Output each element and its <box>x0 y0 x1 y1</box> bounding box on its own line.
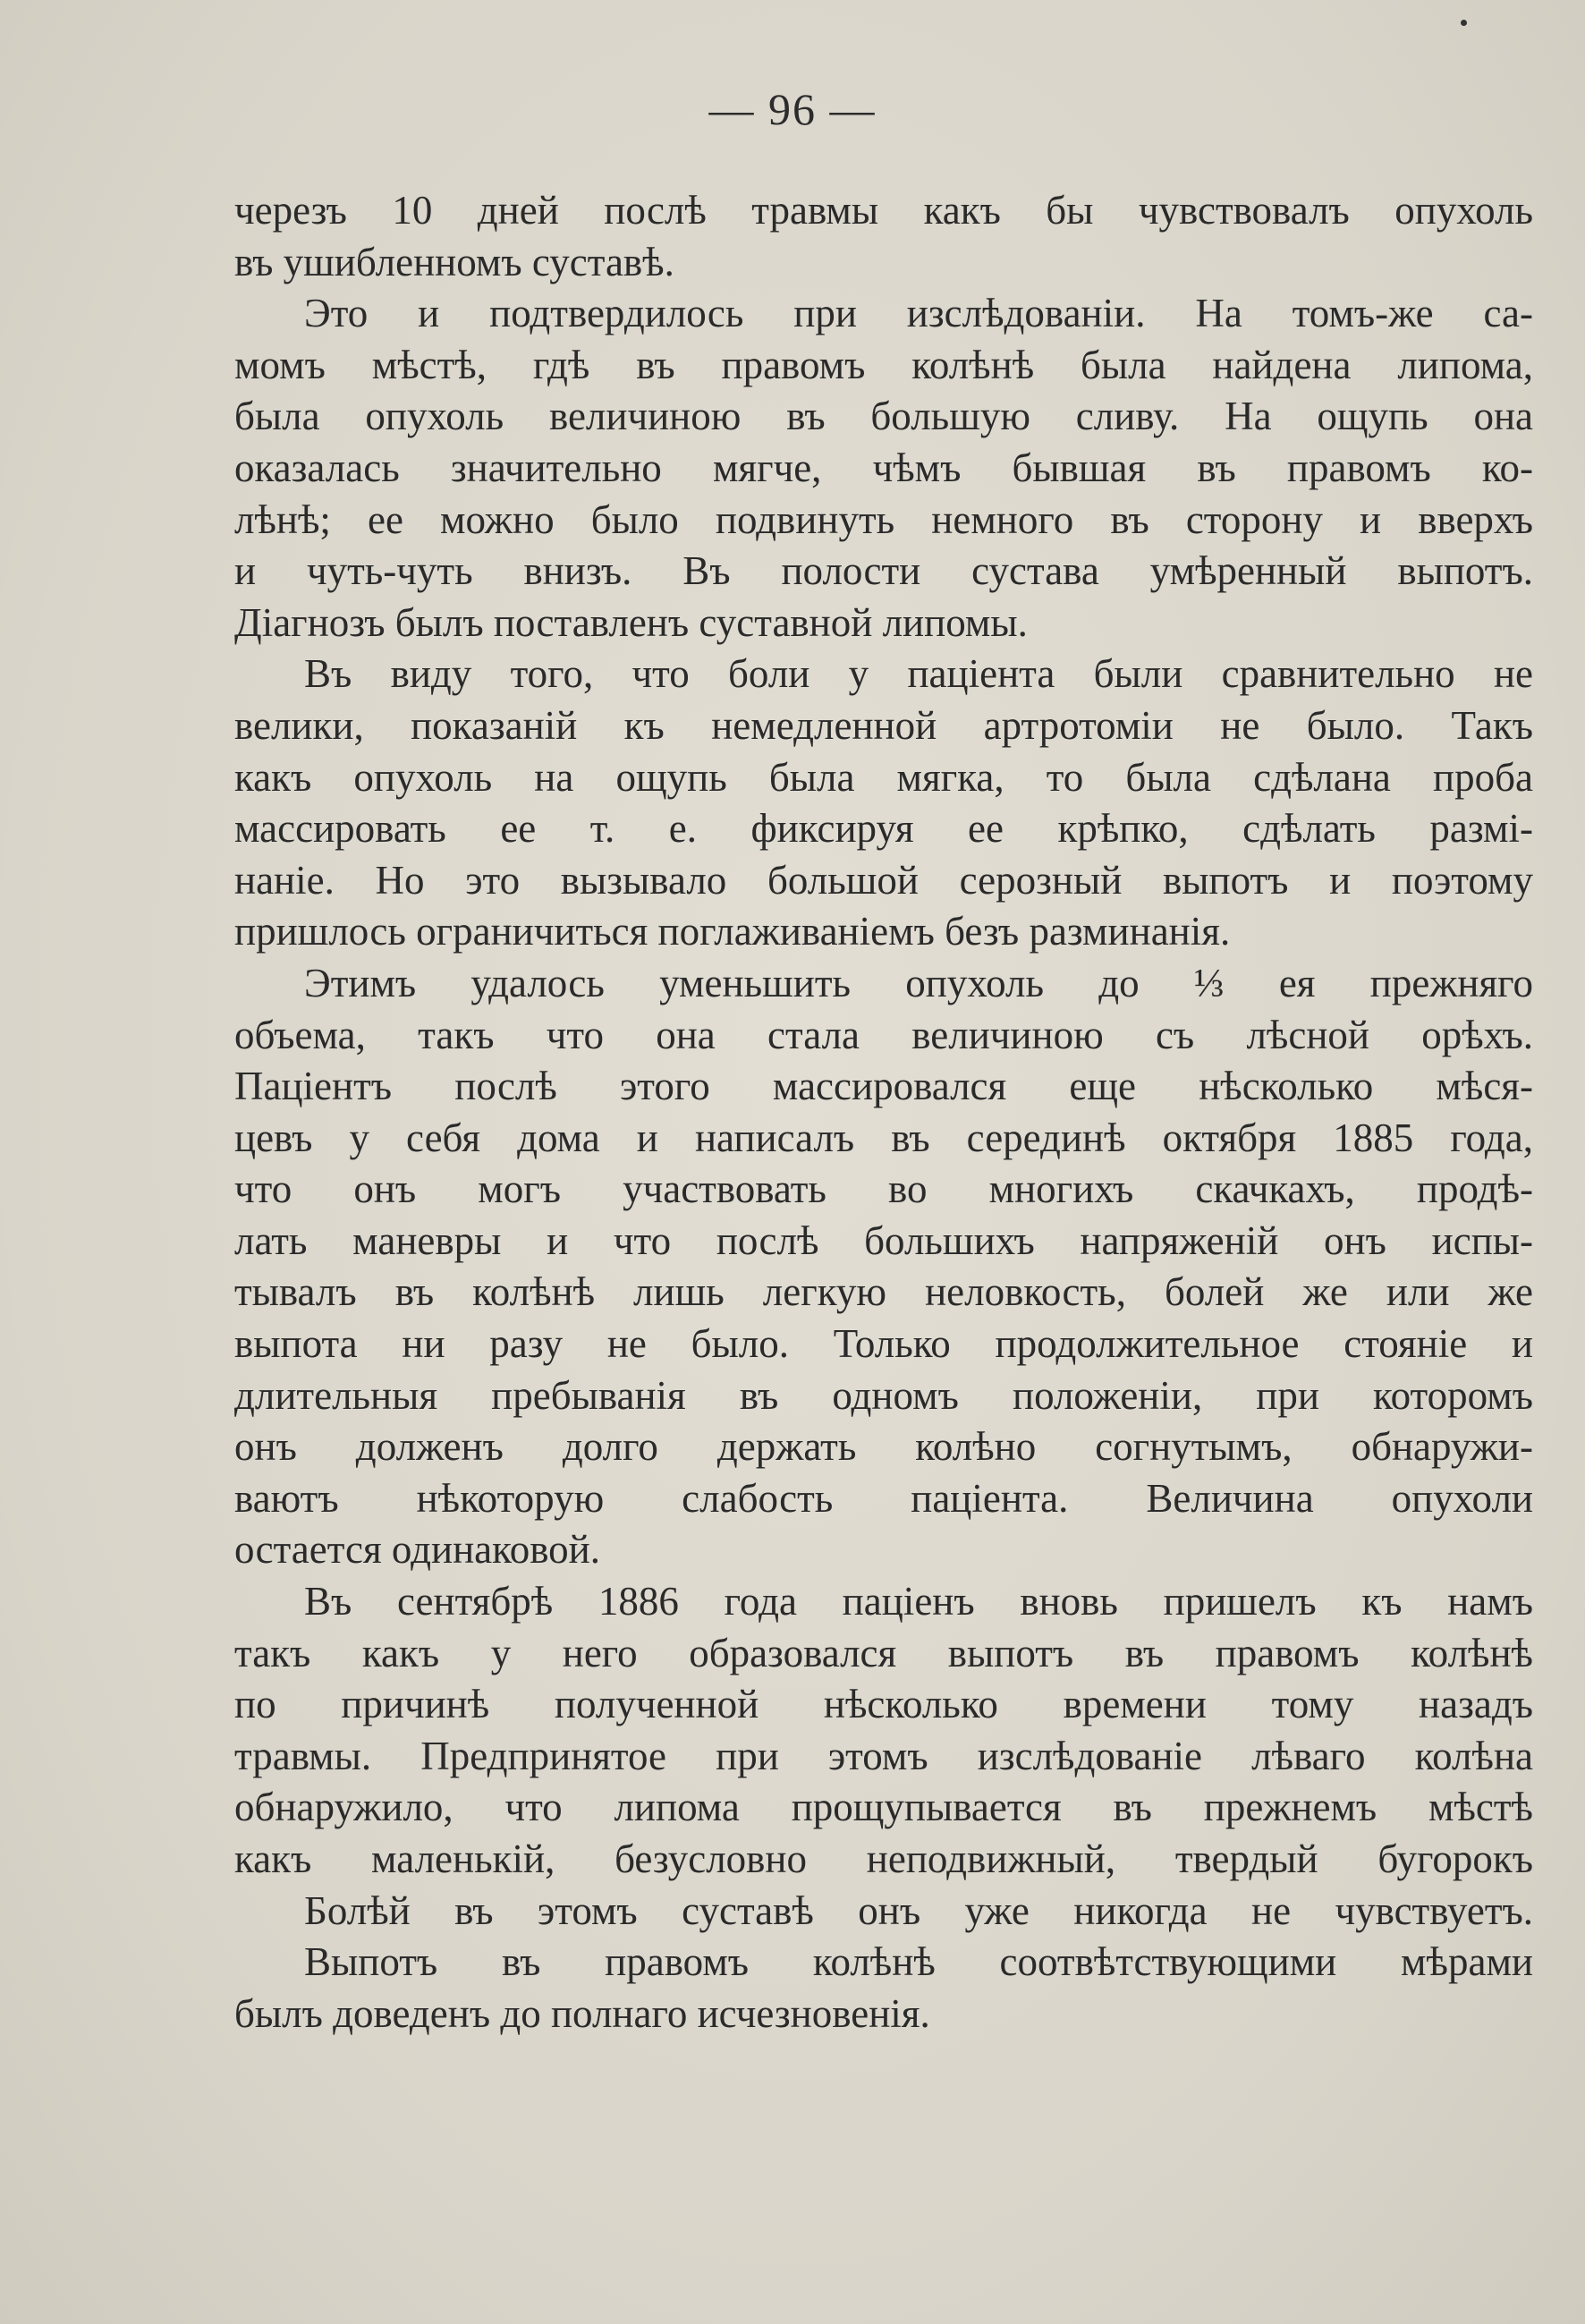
text-line: онъ долженъ долго держать колѣно согнутымъ, обнаружи- <box>234 1424 1533 1470</box>
text-line: травмы. Предпринятое при этомъ изслѣдованіе лѣваго колѣна <box>234 1733 1533 1778</box>
text-line: пришлось ограничиться поглаживаніемъ безъ разминанія. <box>234 909 1231 954</box>
text-line: лѣнѣ; ее можно было подвинуть немного въ сторону и вверхъ <box>234 496 1533 542</box>
body-text <box>234 185 1533 2040</box>
text-line: Выпотъ въ правомъ колѣнѣ соотвѣтствующими мѣрами <box>304 1939 1533 1985</box>
text-line: Этимъ удалось уменьшить опухоль до ⅓ ея прежняго <box>304 960 1533 1005</box>
text-line: былъ доведенъ до полнаго исчезновенія. <box>234 1990 930 2036</box>
text-line: какъ опухоль на ощупь была мягка, то была сдѣлана проба <box>234 754 1533 800</box>
text-line: что онъ могъ участвовать во многихъ скачкахъ, продѣ- <box>234 1166 1533 1212</box>
text-line: въ ушибленномъ суставѣ. <box>234 239 674 284</box>
text-line: объема, такъ что она стала величиною съ лѣсной орѣхъ. <box>234 1012 1533 1057</box>
text-line: обнаружило, что липома прощупывается въ прежнемъ мѣстѣ <box>234 1785 1533 1830</box>
text-line: такъ какъ у него образовался выпотъ въ правомъ колѣнѣ <box>234 1630 1533 1675</box>
text-line: какъ маленькій, безусловно неподвижный, твердый бугорокъ <box>234 1836 1533 1881</box>
text-line: Въ виду того, что боли у пaціента были сравнительно не <box>304 651 1533 697</box>
text-line: момъ мѣстѣ, гдѣ въ правомъ колѣнѣ была найдена липома, <box>234 342 1533 387</box>
text-line: черезъ 10 дней послѣ травмы какъ бы чувствовалъ опухоль <box>234 188 1533 233</box>
text-line: массировать ее т. е. фиксируя ее крѣпко, сдѣлать размі- <box>234 806 1533 852</box>
text-line: остается одинаковой. <box>234 1527 600 1573</box>
text-line: Паціентъ послѣ этого массировался еще нѣсколько мѣся- <box>234 1064 1533 1109</box>
text-line: Въ сентябрѣ 1886 года паціенъ вновь пришелъ къ намъ <box>304 1579 1533 1624</box>
text-line: лать маневры и что послѣ большихъ напряженій онъ испы- <box>234 1217 1533 1263</box>
text-line: и чуть-чуть внизъ. Въ полости сустава умѣренный выпотъ. <box>234 548 1533 594</box>
text-line: была опухоль величиною въ большую сливу. На ощупь она <box>234 394 1533 439</box>
text-line: наніе. Но это вызывало большой серозный выпотъ и поэтому <box>234 857 1533 903</box>
text-line: Діагнозъ былъ поставленъ суставной липомы. <box>234 599 1028 645</box>
ink-speck <box>1461 20 1467 26</box>
text-line: тывалъ въ колѣнѣ лишь легкую неловкость, болей же или же <box>234 1269 1533 1315</box>
text-line: оказалась значительно мягче, чѣмъ бывшая въ правомъ ко- <box>234 445 1533 490</box>
text-line: ваютъ нѣкоторую слабость паціента. Величина опухоли <box>234 1475 1533 1521</box>
text-line: выпота ни разу не было. Только продолжительное стояніе и <box>234 1321 1533 1367</box>
text-line: цевъ у себя дома и написалъ въ серединѣ октября 1885 года, <box>234 1115 1533 1160</box>
text-line: по причинѣ полученной нѣсколько времени тому назадъ <box>234 1682 1533 1727</box>
text-line: Это и подтвердилось при изслѣдованіи. На томъ-же са- <box>304 291 1533 336</box>
page-number: — 96 — <box>708 84 877 134</box>
text-line: длительныя пребыванія въ одномъ положеніи, при которомъ <box>234 1372 1533 1418</box>
text-line: велики, показаній къ немедленной артротоміи не было. Такъ <box>234 702 1533 748</box>
text-line: Болѣй въ этомъ суставѣ онъ уже никогда не чувствуетъ. <box>304 1887 1533 1933</box>
